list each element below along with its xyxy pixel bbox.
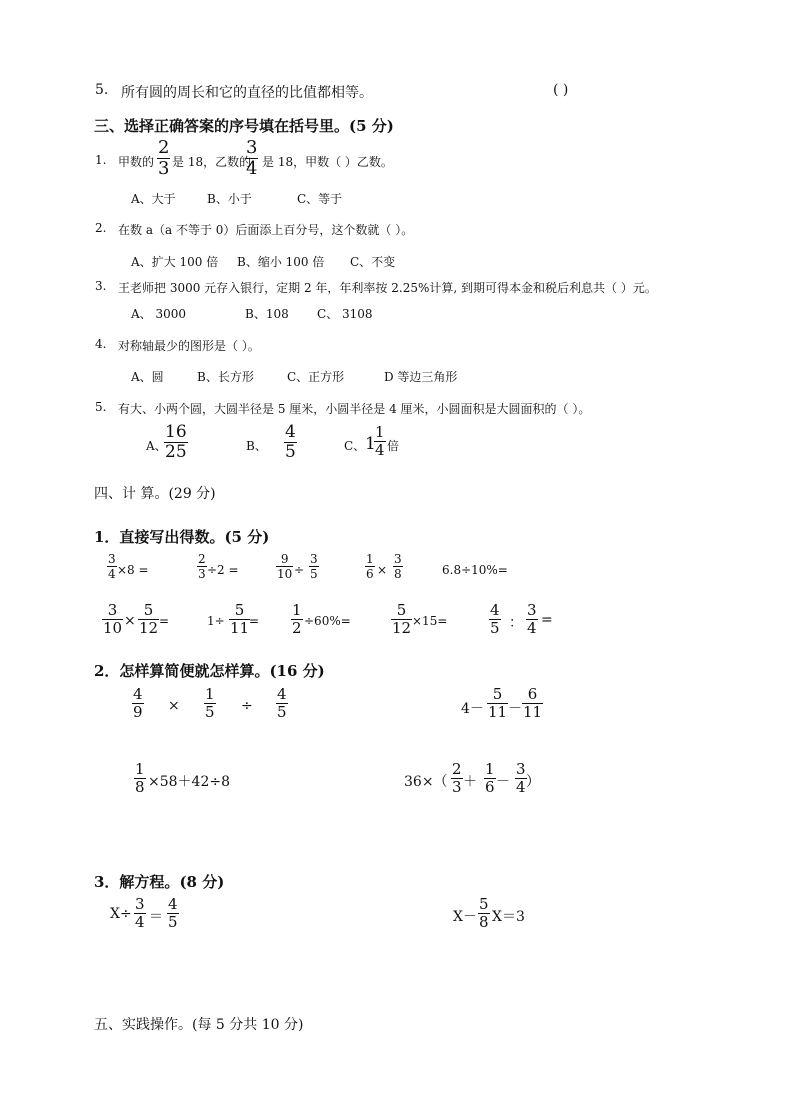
question-text: 是 18，乙数的 [172, 155, 252, 169]
expression-text: ÷2 = [207, 563, 239, 577]
fraction: 3 10 [103, 601, 123, 637]
expression-text: ÷60%= [304, 614, 351, 628]
fraction: 1 4 [375, 423, 385, 459]
operator: － [508, 701, 522, 717]
expression-text: X－ [453, 909, 477, 925]
fraction: 2 3 [452, 760, 462, 796]
expression-text: ×58＋42÷8 [148, 774, 230, 790]
fraction: 6 11 [523, 685, 543, 721]
option-b[interactable]: B、108 [245, 307, 289, 321]
section-heading-choice: 三、选择正确答案的序号填在括号里。(5 分) [94, 117, 394, 135]
section-heading-calc: 四、计 算。(29 分) [94, 486, 216, 502]
expression-text: ×8 = [117, 563, 149, 577]
fraction: 4 9 [133, 685, 143, 721]
fraction: 2 3 [158, 137, 170, 179]
option-c[interactable]: C、不变 [350, 255, 396, 269]
option-c[interactable]: C、正方形 [287, 370, 345, 384]
question-text: 对称轴最少的图形是（ ）。 [118, 339, 260, 353]
fraction: 4 5 [277, 685, 287, 721]
operator: ÷ [241, 698, 253, 714]
option-c-label[interactable]: C、 [344, 439, 366, 453]
option-b[interactable]: B、长方形 [197, 370, 254, 384]
option-a[interactable]: A、扩大 100 倍 [131, 255, 219, 269]
question-text: 在数 a（a 不等于 0）后面添上百分号，这个数就（ ）。 [118, 223, 414, 237]
expression-text: 6.8÷10%= [442, 563, 508, 577]
fraction: 3 5 [310, 552, 318, 581]
fraction: 1 6 [485, 760, 495, 796]
fraction: 3 8 [394, 552, 402, 581]
mixed-number-whole: 1 [365, 434, 376, 454]
subsection-heading: 2．怎样算简便就怎样算。(16 分) [94, 662, 325, 680]
option-c[interactable]: C、 3108 [317, 307, 373, 321]
question-number: 1. [95, 153, 107, 167]
equals: = [159, 614, 170, 628]
fraction: 3 4 [246, 137, 258, 179]
subsection-heading: 1．直接写出得数。(5 分) [94, 528, 270, 546]
fraction: 4 5 [490, 601, 500, 637]
expression-text: 1÷ [207, 614, 225, 628]
section-heading-practice: 五、实践操作。(每 5 分共 10 分) [94, 1017, 304, 1033]
fraction: 5 12 [392, 601, 412, 637]
subsection-heading: 3．解方程。(8 分) [94, 873, 225, 891]
operator: × [168, 698, 180, 714]
question-number: 5. [95, 400, 107, 414]
fraction: 1 6 [366, 552, 374, 581]
fraction: 9 10 [277, 552, 293, 581]
question-number: 3. [95, 279, 107, 293]
option-a[interactable]: A、圆 [131, 370, 164, 384]
expression-text: X÷ [110, 906, 132, 922]
judge-item-text: 所有圆的周长和它的直径的比值都相等。 [121, 85, 373, 101]
fraction: 2 3 [198, 552, 206, 581]
option-c-suffix: 倍 [387, 439, 400, 453]
option-a[interactable]: A、大于 [131, 192, 176, 206]
operator: × [377, 563, 388, 577]
question-text: 有大、小两个圆，大圆半径是 5 厘米，小圆半径是 4 厘米，小圆面积是大圆面积的（ ）。 [118, 402, 591, 416]
option-b[interactable]: B、缩小 100 倍 [237, 255, 325, 269]
option-a-label[interactable]: A、 [146, 439, 167, 453]
fraction: 5 12 [139, 601, 159, 637]
question-text: 是 18，甲数（ ）乙数。 [262, 155, 393, 169]
fraction: 3 4 [108, 552, 116, 581]
expression-text: 4－ [461, 701, 484, 717]
option-b[interactable]: B、小于 [207, 192, 252, 206]
option-b-label[interactable]: B、 [246, 439, 267, 453]
fraction: 5 8 [479, 895, 489, 931]
equals: = [541, 612, 553, 628]
question-number: 4. [95, 337, 107, 351]
judge-item-number: 5. [95, 82, 109, 98]
option-a[interactable]: A、 3000 [131, 307, 187, 321]
answer-parentheses[interactable]: ( ) [553, 82, 569, 98]
option-d[interactable]: D 等边三角形 [384, 370, 458, 384]
fraction: 3 4 [135, 895, 145, 931]
equals: ＝ [149, 909, 163, 925]
operator: ＋ [463, 774, 477, 790]
question-number: 2. [95, 221, 107, 235]
operator: ： [509, 615, 523, 631]
option-c[interactable]: C、等于 [297, 192, 343, 206]
fraction: 1 5 [205, 685, 215, 721]
fraction: 3 4 [527, 601, 537, 637]
operator: ÷ [294, 563, 305, 577]
question-text: 王老师把 3000 元存入银行，定期 2 年，年利率按 2.25%计算, 到期可得本金和税后利息共（ ）元。 [118, 281, 657, 295]
expression-text: 36×（ [404, 774, 448, 790]
fraction: 5 11 [488, 685, 508, 721]
expression-text: ） [526, 774, 540, 790]
expression-text: X＝3 [492, 909, 525, 925]
fraction: 16 25 [165, 422, 187, 462]
fraction: 1 8 [135, 760, 145, 796]
equals: = [249, 614, 260, 628]
expression-text: ×15= [412, 614, 448, 628]
fraction: 4 5 [168, 895, 178, 931]
fraction: 1 2 [292, 601, 302, 637]
operator: － [496, 774, 510, 790]
fraction: 5 11 [230, 601, 250, 637]
question-text: 甲数的 [118, 155, 155, 169]
fraction: 3 4 [516, 760, 526, 796]
fraction: 4 5 [285, 422, 296, 462]
operator: × [124, 613, 136, 629]
